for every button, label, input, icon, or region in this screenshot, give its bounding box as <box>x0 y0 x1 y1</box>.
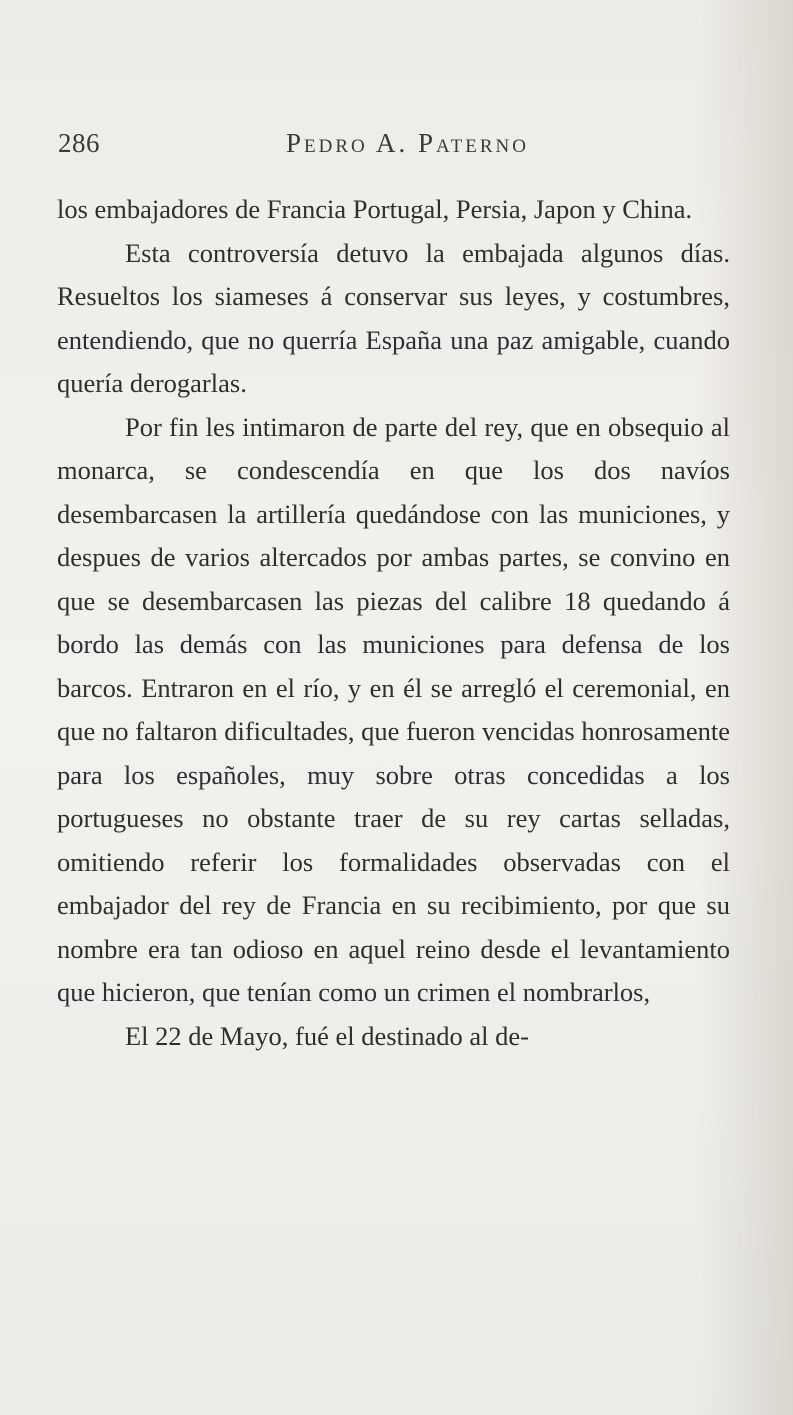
body-text <box>57 188 730 1058</box>
page-header <box>58 128 733 168</box>
paragraph: Esta controversía detuvo la embajada algunos días. Resueltos los siameses á conservar sus leyes, y costumbres, entendiendo, que no querría España una paz amigable, cuando quería derogarlas. <box>57 237 730 398</box>
page-number: 286 <box>58 128 100 158</box>
running-head: Pedro A. Paterno <box>286 128 529 158</box>
paragraph-continued: los embajadores de Francia Portugal, Persia, Japon y China. <box>57 194 693 224</box>
paragraph: Por fin les intimaron de parte del rey, que en obsequio al monarca, se condescendía en que los dos navíos desembarcasen la artillería quedándose con las municiones, y despues de varios altercados por ambas partes, se convino en que se desembarcasen las piezas del calibre 18 quedando á bordo las demás con las municiones para defensa de los barcos. Entraron en el río, y en él se arregló el ceremonial, en que no faltaron dificultades, que fueron vencidas honrosamente para los españoles, muy sobre otras concedidas a los portugueses no obstante traer de su rey cartas selladas, omitiendo referir los formalidades observadas con el embajador del rey de Francia en su recibimiento, por que su nombre era tan odioso en aquel reino desde el levantamiento que hicieron, que tenían como un crimen el nombrarlos, <box>57 411 730 1007</box>
paragraph: El 22 de Mayo, fué el destinado al de- <box>125 1020 529 1051</box>
